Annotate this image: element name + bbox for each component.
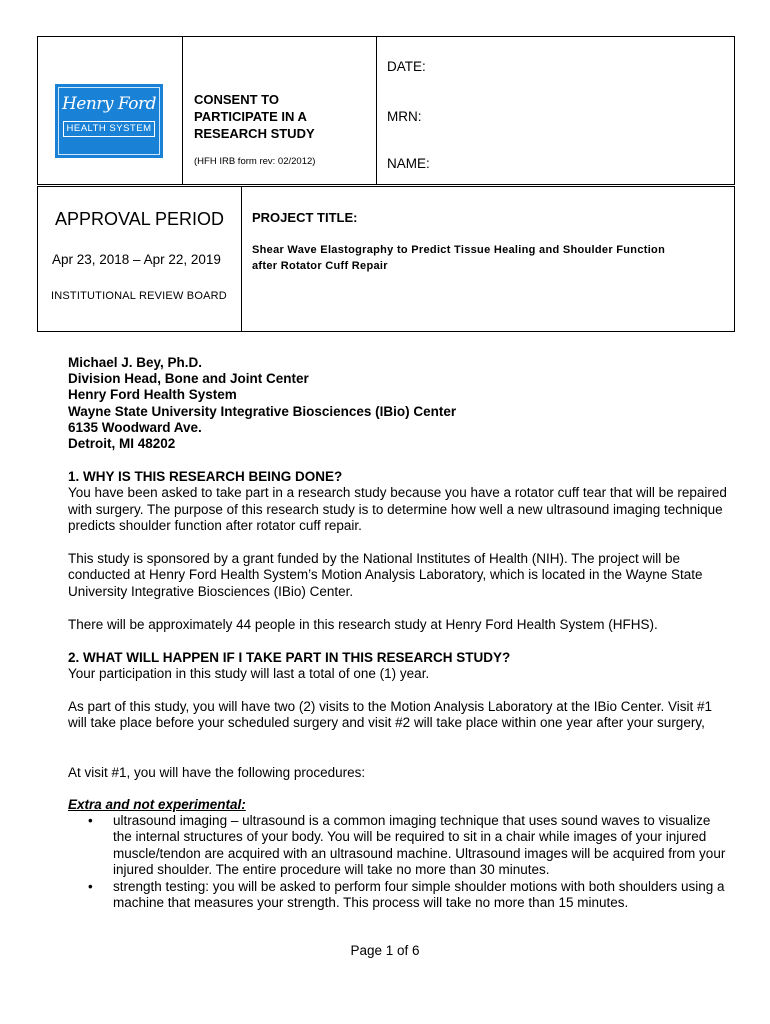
irb-label: INSTITUTIONAL REVIEW BOARD — [51, 290, 227, 302]
logo-band-text: HEALTH SYSTEM — [63, 121, 155, 137]
procedures-subheading: Extra and not experimental: — [68, 797, 246, 812]
approval-dates: Apr 23, 2018 – Apr 22, 2019 — [52, 252, 221, 267]
bullet-ultrasound-text: ultrasound imaging – ultrasound is a common imaging technique that uses sound waves to visualize the internal structures of your body. You will be required to sit in a chair while images of your injured muscle/tendon are acquired with an ultrasound machine. Ultrasound images will be acquired from your injured shoulder. The entire procedure will take no more than 30 minutes. — [113, 813, 726, 878]
investigator-title: Division Head, Bone and Joint Center — [68, 371, 309, 387]
page-number: Page 1 of 6 — [350, 943, 420, 958]
section1-paragraph3: There will be approximately 44 people in this research study at Henry Ford Health System (HFHS). — [68, 617, 658, 632]
list-item — [88, 879, 728, 912]
investigator-org: Henry Ford Health System — [68, 387, 237, 403]
project-title — [252, 242, 722, 274]
bullet-icon: • — [88, 878, 93, 894]
section2-paragraph3: At visit #1, you will have the following procedures: — [68, 765, 366, 780]
section2-paragraph1: Your participation in this study will last a total of one (1) year. — [68, 666, 430, 682]
investigator-name: Michael J. Bey, Ph.D. — [68, 355, 203, 370]
investigator-center: Wayne State University Integrative Biosciences (IBio) Center — [68, 403, 457, 419]
investigator-address — [68, 355, 456, 452]
mrn-field: MRN: — [387, 109, 422, 124]
form-revision: (HFH IRB form rev: 02/2012) — [194, 156, 316, 167]
name-field: NAME: — [387, 156, 430, 171]
bullet-icon: • — [88, 813, 93, 828]
consent-title — [194, 91, 364, 142]
project-title-line2: after Rotator Cuff Repair — [252, 260, 388, 272]
section1-heading: 1. WHY IS THIS RESEARCH BEING DONE? — [68, 469, 343, 484]
procedure-list — [88, 813, 728, 911]
approval-period-title: APPROVAL PERIOD — [55, 209, 225, 229]
project-title-label: PROJECT TITLE: — [252, 210, 358, 225]
consent-title-line1: CONSENT TO — [194, 92, 279, 107]
project-title-line1: Shear Wave Elastography to Predict Tissue Healing and Shoulder Function — [252, 244, 666, 256]
section1-paragraph2: This study is sponsored by a grant funded by the National Institutes of Health (NIH). The project will be conducted at Henry Ford Health System’s Motion Analysis Laboratory, which is located in the Wayne State University Integrative Biosciences (IBio) Center. — [68, 551, 703, 599]
investigator-street: 6135 Woodward Ave. — [68, 419, 202, 435]
investigator-city: Detroit, MI 48202 — [68, 436, 176, 452]
consent-title-line3: RESEARCH STUDY — [194, 126, 315, 141]
henry-ford-logo — [55, 84, 163, 158]
section2 — [68, 650, 728, 683]
date-field: DATE: — [387, 59, 426, 74]
bullet-strength-text: strength testing: you will be asked to perform four simple shoulder motions with both shoulders using a machine that measures your strength. This process will take no more than 15 minutes. — [113, 878, 725, 911]
section1 — [68, 469, 728, 535]
consent-title-line2: PARTICIPATE IN A — [194, 109, 307, 124]
logo-script-text: Henry Ford — [61, 94, 157, 114]
section2-paragraph2: As part of this study, you will have two (2) visits to the Motion Analysis Laboratory at the IBio Center. Visit #1 will take place before your scheduled surgery and visit #2 will take place within one year after your surgery, — [68, 699, 713, 731]
list-item — [88, 813, 728, 879]
section1-paragraph1: You have been asked to take part in a research study because you have a rotator cuff tear that will be repaired with surgery. The purpose of this research study is to determine how well a new ultrasound imaging technique predicts shoulder function after rotator cuff repair. — [68, 485, 727, 534]
section2-heading: 2. WHAT WILL HAPPEN IF I TAKE PART IN THIS RESEARCH STUDY? — [68, 650, 511, 665]
